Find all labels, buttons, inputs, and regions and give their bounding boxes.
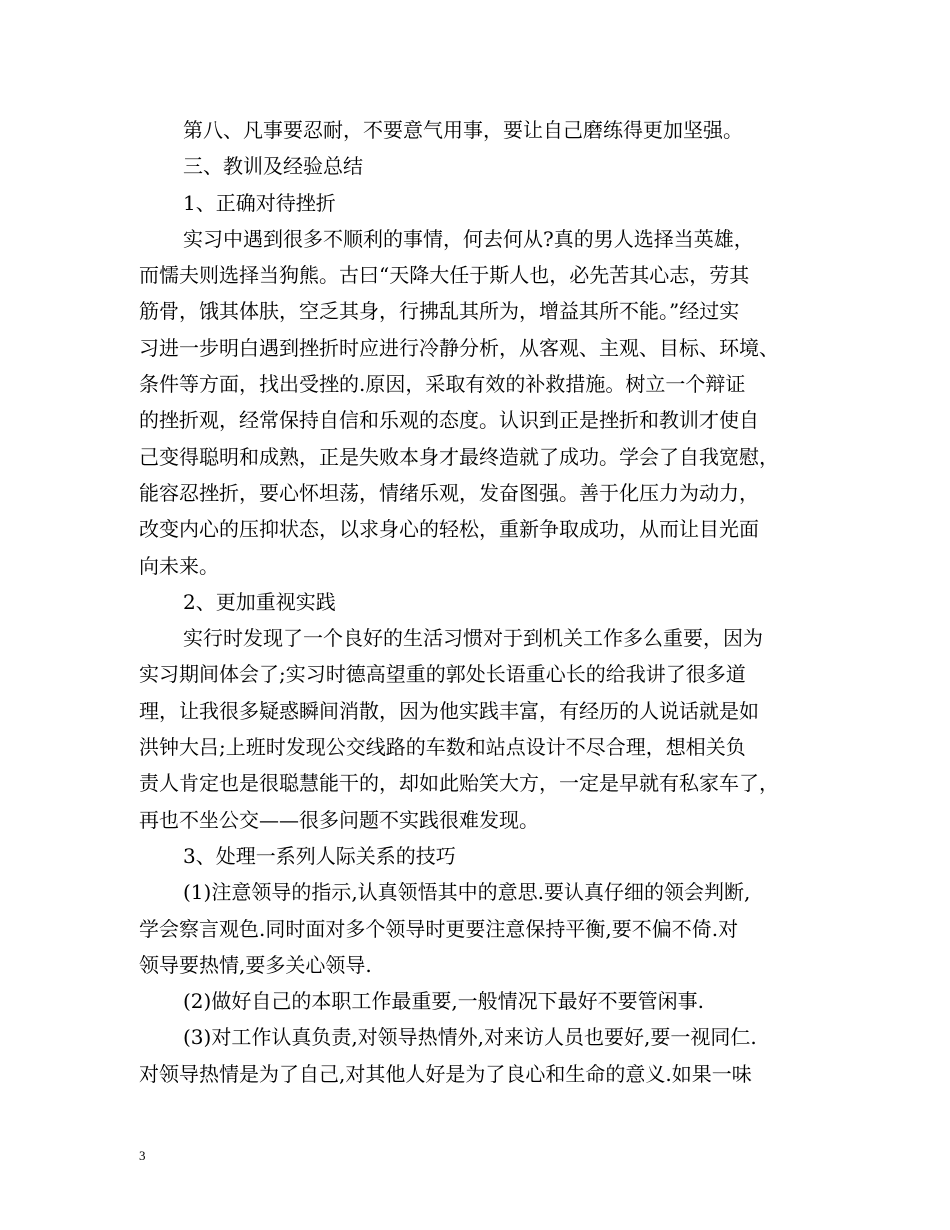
text-line: 学会察言观色.同时面对多个领导时更要注意保持平衡,要不偏不倚.对 <box>139 916 739 941</box>
subsection-heading: 1、正确对待挫折 <box>183 190 336 215</box>
text-line: 领导要热情,要多关心领导. <box>139 952 372 977</box>
text-line: (3)对工作认真负责,对领导热情外,对来访人员也要好,要一视同仁. <box>183 1025 757 1050</box>
text-line: 第八、凡事要忍耐，不要意气用事，要让自己磨练得更加坚强。 <box>183 118 743 142</box>
text-line: 能容忍挫折，要心怀坦荡，情绪乐观，发奋图强。善于化压力为动力， <box>139 480 759 505</box>
text-line: 实习中遇到很多不顺利的事情，何去何从?真的男人选择当英雄， <box>183 226 754 251</box>
text-line: 责人肯定也是很聪慧能干的，却如此贻笑大方，一定是早就有私家车了， <box>139 771 779 796</box>
text-line: 己变得聪明和成熟，正是失败本身才最终造就了成功。学会了自我宽慰， <box>139 444 779 469</box>
text-line: 洪钟大吕;上班时发现公交线路的车数和站点设计不尽合理，想相关负 <box>139 735 746 760</box>
text-line: 改变内心的压抑状态，以求身心的轻松，重新争取成功，从而让目光面 <box>139 517 759 542</box>
text-line: 对领导热情是为了自己,对其他人好是为了良心和生命的意义.如果一味 <box>139 1061 752 1086</box>
text-line: 而懦夫则选择当狗熊。古曰“天降大任于斯人也，必先苦其心志，劳其 <box>139 263 750 288</box>
section-heading: 三、教训及经验总结 <box>183 154 363 179</box>
text-line: 习进一步明白遇到挫折时应进行冷静分析，从客观、主观、目标、环境、 <box>139 335 779 360</box>
text-line: 实行时发现了一个良好的生活习惯对于到机关工作多么重要，因为 <box>183 626 763 651</box>
text-line: 向未来。 <box>139 553 219 578</box>
text-line: 理，让我很多疑惑瞬间消散，因为他实践丰富，有经历的人说话就是如 <box>139 698 759 723</box>
document-body <box>139 112 829 1092</box>
text-line: 实习期间体会了;实习时德高望重的郭处长语重心长的给我讲了很多道 <box>139 662 746 687</box>
text-line: (1)注意领导的指示,认真领悟其中的意思.要认真仔细的领会判断, <box>183 880 751 905</box>
text-line: 条件等方面，找出受挫的.原因，采取有效的补救措施。树立一个辩证 <box>139 372 746 397</box>
text-line: 筋骨，饿其体肤，空乏其身，行拂乱其所为，增益其所不能。”经过实 <box>139 299 740 324</box>
text-line: 再也不坐公交——很多问题不实践很难发现。 <box>139 807 539 832</box>
subsection-heading: 3、处理一系列人际关系的技巧 <box>183 843 456 868</box>
page-number: 3 <box>139 1148 146 1163</box>
subsection-heading: 2、更加重视实践 <box>183 589 336 614</box>
text-line: (2)做好自己的本职工作最重要,一般情况下最好不要管闲事. <box>183 989 705 1014</box>
text-line: 的挫折观，经常保持自信和乐观的态度。认识到正是挫折和教训才使自 <box>139 408 759 433</box>
